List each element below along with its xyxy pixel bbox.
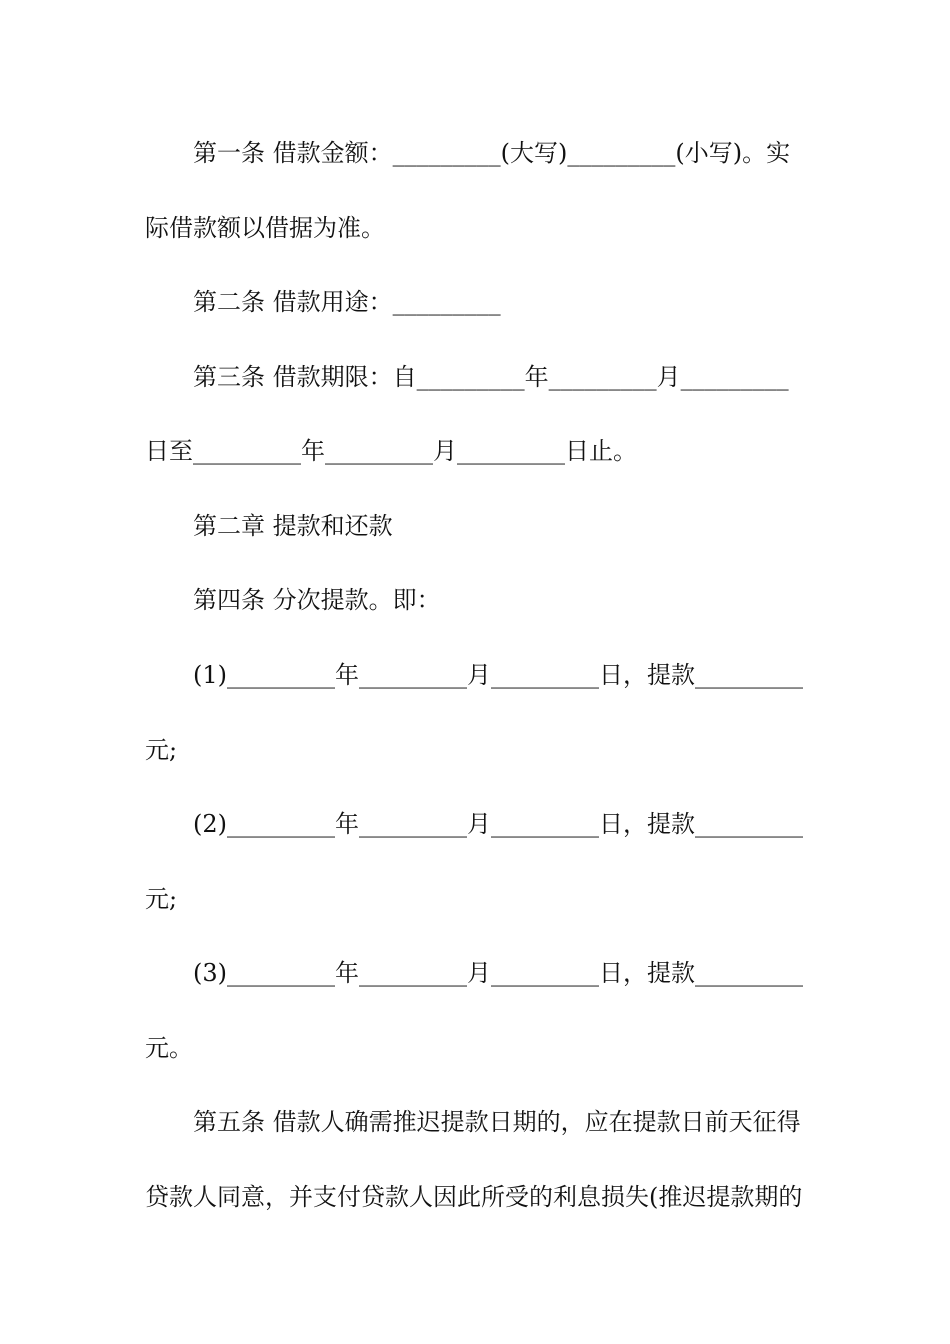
drawdown-item-1-line-2: 元; [145, 736, 178, 764]
article-1-loan-amount-line-1: 第一条 借款金额：_________(大写)_________(小写)。实 [193, 139, 791, 167]
article-5-deferral-line-1: 第五条 借款人确需推迟提款日期的，应在提款日前天征得 [193, 1108, 801, 1136]
article-5-deferral-line-2: 贷款人同意，并支付贷款人因此所受的利息损失(推迟提款期的 [145, 1183, 803, 1211]
drawdown-item-2-line-2: 元; [145, 885, 178, 913]
article-3-loan-term-line-2: 日至_________年_________月_________日止。 [145, 437, 637, 465]
article-1-loan-amount-line-2: 际借款额以借据为准。 [145, 214, 385, 242]
chapter-2-heading: 第二章 提款和还款 [193, 512, 393, 540]
drawdown-item-3-line-2: 元。 [145, 1034, 193, 1062]
article-3-loan-term-line-1: 第三条 借款期限：自_________年_________月_________ [193, 363, 789, 391]
article-2-loan-purpose: 第二条 借款用途：_________ [193, 288, 501, 316]
article-4-installment-drawdown: 第四条 分次提款。即： [193, 586, 441, 614]
drawdown-item-1-line-1: (1)_________年_________月_________日，提款_________ [193, 661, 803, 689]
drawdown-item-2-line-1: (2)_________年_________月_________日，提款_________ [193, 810, 803, 838]
drawdown-item-3-line-1: (3)_________年_________月_________日，提款_________ [193, 959, 803, 987]
